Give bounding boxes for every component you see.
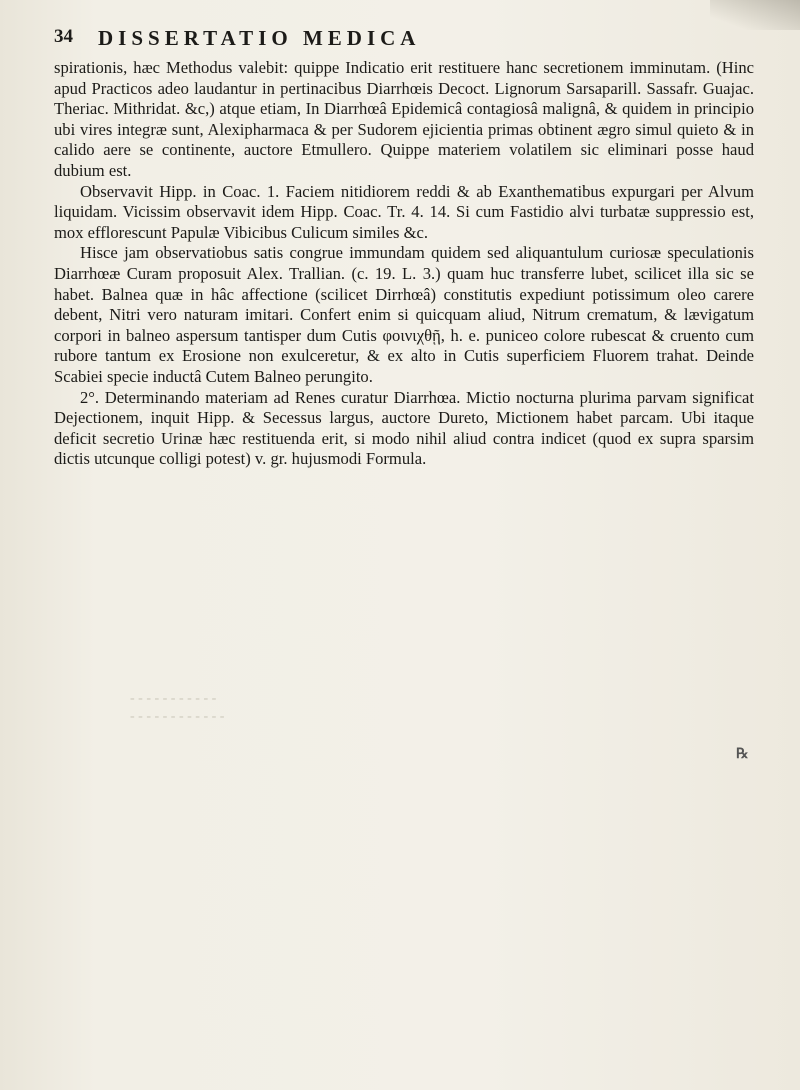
paragraph-3: Hisce jam observatiobus satis congrue immundam quidem sed aliquantulum curiosæ speculationis Diarrhœæ Curam proposuit Alex. Trallian. (c. 19. L. 3.) quam huc transferre lubet, scilicet illa sic se habet. Balnea quæ in hâc affectione (scilicet Dirrhœâ) constitutis expediunt potissimum oleo carere debent, Nitri vero naturam imitari. Confert enim si quicquam aliud, Nitrum crematum, & lævigatum corpori in balneo aspersum tantisper dum Cutis φοινιχθῇ, h. e. puniceo colore rubescat & cruento cum rubore tantum ex Erosione non exulceretur, & ex alto in Cutis superficiem Fluorem trahat. Deinde Scabiei specie inductâ Cutem Balneo perungito. xyxy=(54,243,754,386)
running-title: DISSERTATIO MEDICA xyxy=(98,26,421,50)
bleed-through-text xyxy=(130,690,710,726)
paragraph-4: 2°. Determinando materiam ad Renes curatur Diarrhœa. Mictio nocturna plurima parvam significat Dejectionem, inquit Hipp. & Secessus largus, auctore Dureto, Mictionem habet parcam. Ubi itaque deficit secretio Urinæ hæc restituenda erit, si modo nihil aliud contra indicet (quod ex supra sparsim dictis utcunque colligi potest) v. gr. hujusmodi Formula. xyxy=(54,387,754,469)
bleed-line-1: - - - - - - - - - - - xyxy=(130,691,217,706)
bleed-line-2: - - - - - - - - - - - - xyxy=(130,709,225,724)
page-header xyxy=(54,26,754,60)
catchword: ℞ xyxy=(736,747,749,762)
page-number: 34 xyxy=(54,26,73,47)
body-text xyxy=(54,58,754,470)
paragraph-2: Observavit Hipp. in Coac. 1. Faciem nitidiorem reddi & ab Exanthematibus expurgari per Alvum liquidam. Vicissim observavit idem Hipp. Coac. Tr. 4. 14. Si cum Fastidio alvi turbatæ suppressio est, mox efflorescunt Papulæ Vibicibus Culicum similes &c. xyxy=(54,181,754,242)
paragraph-1: spirationis, hæc Methodus valebit: quippe Indicatio erit restituere hanc secretionem imminutam. (Hinc apud Practicos adeo laudantur in pertinacibus Diarrhœis Decoct. Lignorum Sarsaparill. Sassafr. Guajac. Theriac. Mithridat. &c,) atque etiam, In Diarrhœâ Epidemicâ contagiosâ malignâ, & quidem in principio ubi vires integræ sunt, Alexipharmaca & per Sudorem ejicientia primas obtinent ægro simul quieto & in calido aere se continente, auctore Etmullero. Quippe materiem volatilem sic eliminari posse haud dubium est. xyxy=(54,58,754,180)
